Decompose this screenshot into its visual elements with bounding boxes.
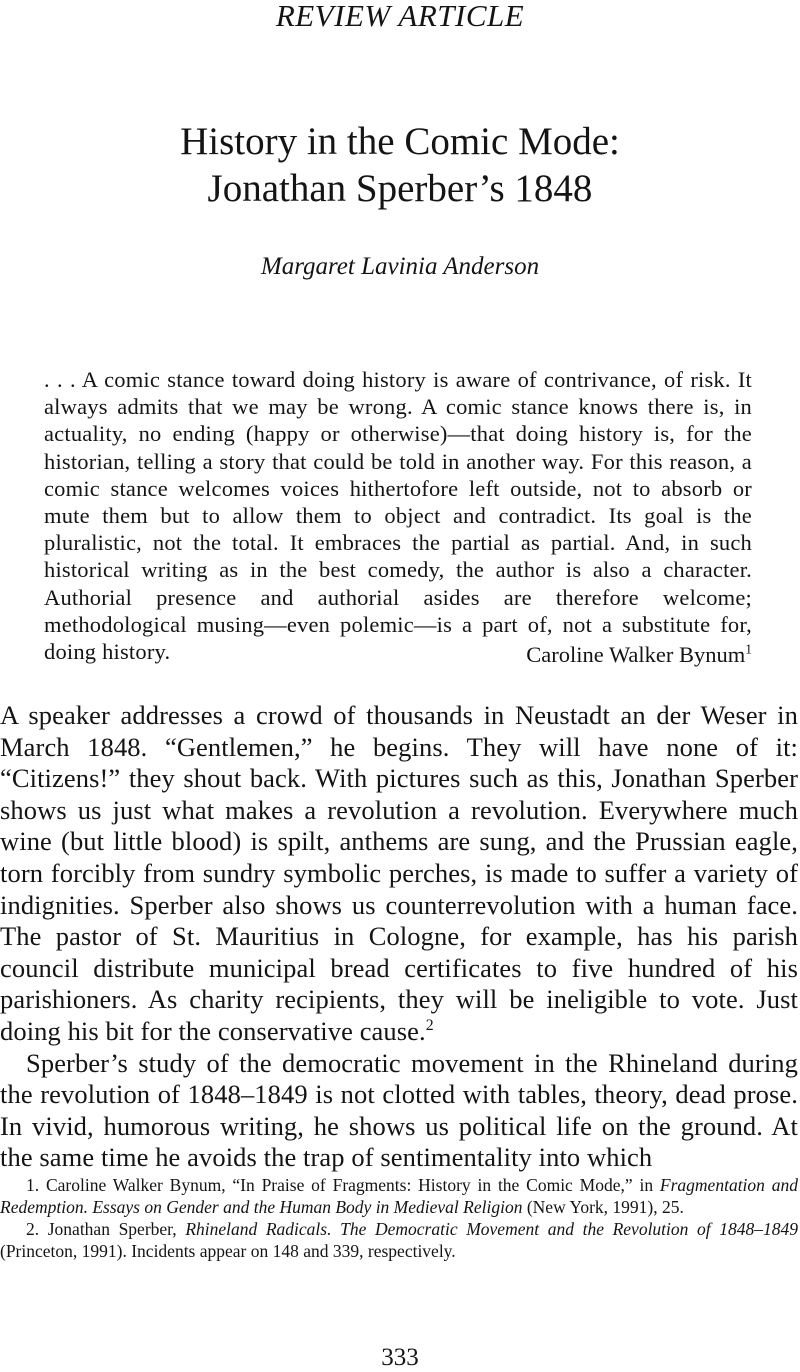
- title-line-1: History in the Comic Mode:: [180, 120, 620, 163]
- author-name: Margaret Lavinia Anderson: [260, 253, 540, 280]
- footnote-ref-2: 2: [425, 1017, 434, 1035]
- footnote-2-title: Rhineland Radicals. The Democratic Movement and the Revolution of 1848–1849: [185, 1219, 799, 1240]
- paragraph-1-text: A speaker addresses a crowd of thousands in Neustadt an der Weser in March 1848. “Gentlemen,” he begins. They will have none of it: “Citizens!” they shout back. With pictures such as this, Jonathan Sperber shows us just what makes a revolution a revolution. Everywhere much wine (but little blood) is spilt, anthems are sung, and the Prussian eagle, torn forcibly from sundry symbolic perches, is made to suffer a variety of indignities. Sperber also shows us counterrevolution with a human face. The pastor of St. Mauritius in Cologne, for example, has his parish council distribute municipal bread certificates to five hundred of his parishioners. As charity recipients, they will be ineligible to vote. Just doing his bit for the conservative cause.: [0, 700, 798, 1046]
- footnote-2: [0, 1219, 798, 1262]
- article-title: [0, 118, 800, 212]
- epigraph-attribution: [526, 641, 752, 668]
- page-number: 333: [381, 1344, 419, 1371]
- footnotes: [0, 1175, 798, 1263]
- epigraph-quote: . . . A comic stance toward doing history is aware of contrivance, of risk. It always admits that we may be wrong. A comic stance knows there is, in actuality, no ending (happy or otherwise)—that doing history is, for the historian, telling a story that could be told in another way. For this reason, a comic stance welcomes voices hithertofore left outside, not to absorb or mute them but to allow them to object and contradict. Its goal is the pluralistic, not the total. It embraces the partial as partial. And, in such historical writing as in the best comedy, the author is also a character. Authorial presence and authorial asides are therefore welcome; methodological musing—even polemic—is a part of, not a substitute for, doing history.: [44, 367, 752, 665]
- title-line-2: Jonathan Sperber’s 1848: [207, 167, 593, 210]
- footnote-2-prefix: 2. Jonathan Sperber,: [26, 1219, 177, 1240]
- footnote-1-suffix: (New York, 1991), 25.: [526, 1196, 684, 1217]
- footnote-1: [0, 1175, 798, 1218]
- footnote-1-prefix: 1. Caroline Walker Bynum, “In Praise of Fragments: History in the Comic Mode,” in: [26, 1175, 654, 1195]
- article-body: [0, 700, 798, 1174]
- attribution-name: Caroline Walker Bynum: [526, 642, 746, 667]
- footnote-ref-1: 1: [745, 641, 752, 657]
- body-paragraph-1: [0, 700, 798, 1048]
- footnote-1-title: Fragmentation and Redemption. Essays on Gender and the Human Body in Medieval Religion: [0, 1175, 798, 1217]
- body-paragraph-2: Sperber’s study of the democratic movement in the Rhineland during the revolution of 1848–1849 is not clotted with tables, theory, dead prose. In vivid, humorous writing, he shows us political life on the ground. At the same time he avoids the trap of sentimentality into which: [0, 1047, 798, 1173]
- article-type-heading: REVIEW ARTICLE: [275, 0, 525, 33]
- footnote-2-suffix: (Princeton, 1991). Incidents appear on 148 and 339, respectively.: [0, 1240, 456, 1261]
